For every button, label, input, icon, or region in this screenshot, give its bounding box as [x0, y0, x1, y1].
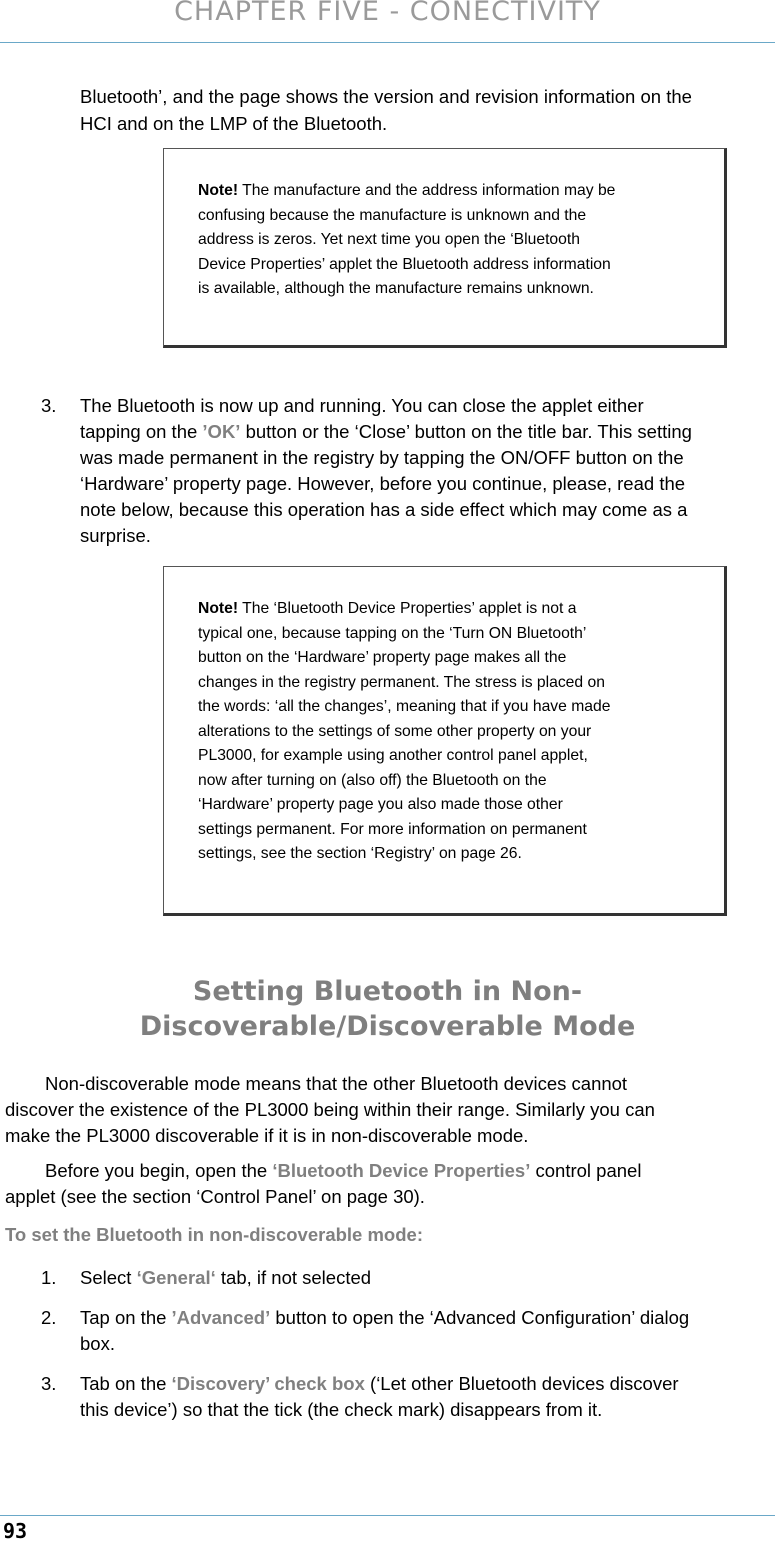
- applet-name-ref: ‘Bluetooth Device Properties’: [272, 1160, 531, 1181]
- discovery-checkbox-ref: ‘Discovery’ check box: [171, 1373, 365, 1394]
- ok-button-ref: ’OK’: [202, 421, 241, 442]
- body2-line-2: applet (see the section ‘Control Panel’ on page 30).: [5, 1186, 425, 1207]
- note-box-permanent-settings: [163, 566, 727, 916]
- step3-line-4: ‘Hardware’ property page. However, before you continue, please, read the: [80, 473, 686, 494]
- advanced-button-ref: ’Advanced’: [171, 1307, 271, 1328]
- section-title-line-1: Setting Bluetooth in Non-: [192, 976, 583, 1007]
- body2-line-1: Before you begin, open the ‘Bluetooth Device Properties’ control panel: [45, 1160, 642, 1181]
- section-title-line-2: Discoverable/Discoverable Mode: [139, 1011, 636, 1042]
- procedure-step-1: Select ‘General‘ tab, if not selected: [80, 1267, 372, 1288]
- procedure-step-2: Tap on the ’Advanced’ button to open the ‘Advanced Configuration’ dialog: [80, 1307, 690, 1328]
- body1-line-1: Non-discoverable mode means that the other Bluetooth devices cannot: [45, 1073, 628, 1094]
- note-text: Note! The manufacture and the address information may be confusing because the manufacture is unknown and the address is zeros. Yet next time you open the ‘Bluetooth Device Properties’ applet the Bluetooth address information is available, although the manufacture remains unknown.: [198, 182, 616, 297]
- step3-line-6: surprise.: [80, 525, 151, 546]
- procedure-step-2-line-2: box.: [80, 1333, 115, 1354]
- general-tab-ref: ‘General‘: [136, 1267, 216, 1288]
- step-number: 3.: [41, 1373, 57, 1394]
- step-number: 2.: [41, 1307, 57, 1328]
- procedure-heading: To set the Bluetooth in non-discoverable mode:: [5, 1224, 423, 1245]
- body1-line-2: discover the existence of the PL3000 being within their range. Similarly you can: [5, 1099, 655, 1120]
- chapter-title: CHAPTER FIVE - CONECTIVITY: [174, 0, 601, 27]
- procedure-step-3-line-2: this device’) so that the tick (the check mark) disappears from it.: [80, 1399, 603, 1420]
- step-number: 3.: [41, 395, 57, 416]
- step3-line-5: note below, because this operation has a side effect which may come as a: [80, 499, 688, 520]
- step3-line-3: was made permanent in the registry by tapping the ON/OFF button on the: [80, 447, 684, 468]
- note-text: Note! The ‘Bluetooth Device Properties’ applet is not a typical one, because tapping on the ‘Turn ON Bluetooth’ button on the ‘Hardware’ property page makes all the changes in the registry permanent. The stress is placed on the words: ‘all the changes’, meaning that if you have made alterations to the settings of some other property on your PL3000, for example using another control panel applet, now after turning on (also off) the Bluetooth on the ‘Hardware’ property page you also made those other settings permanent. For more information on permanent settings, see the section ‘Registry’ on page 26.: [198, 600, 611, 862]
- note-box-manufacture: [163, 148, 727, 348]
- step3-line-2: tapping on the ’OK’ button or the ‘Close’ button on the title bar. This setting: [80, 421, 692, 442]
- intro-line-1: Bluetooth’, and the page shows the version and revision information on the: [80, 86, 692, 107]
- page-number: 93: [3, 1519, 28, 1543]
- step3-line-1: The Bluetooth is now up and running. You can close the applet either: [80, 395, 644, 416]
- footer-divider: [0, 1515, 775, 1516]
- note-label: Note!: [198, 182, 239, 199]
- note-label: Note!: [198, 600, 239, 617]
- chapter-header: [0, 0, 775, 43]
- procedure-step-3: Tab on the ‘Discovery’ check box (‘Let other Bluetooth devices discover: [80, 1373, 679, 1394]
- body1-line-3: make the PL3000 discoverable if it is in non-discoverable mode.: [5, 1125, 529, 1146]
- intro-line-2: HCI and on the LMP of the Bluetooth.: [80, 113, 388, 134]
- step-number: 1.: [41, 1267, 57, 1288]
